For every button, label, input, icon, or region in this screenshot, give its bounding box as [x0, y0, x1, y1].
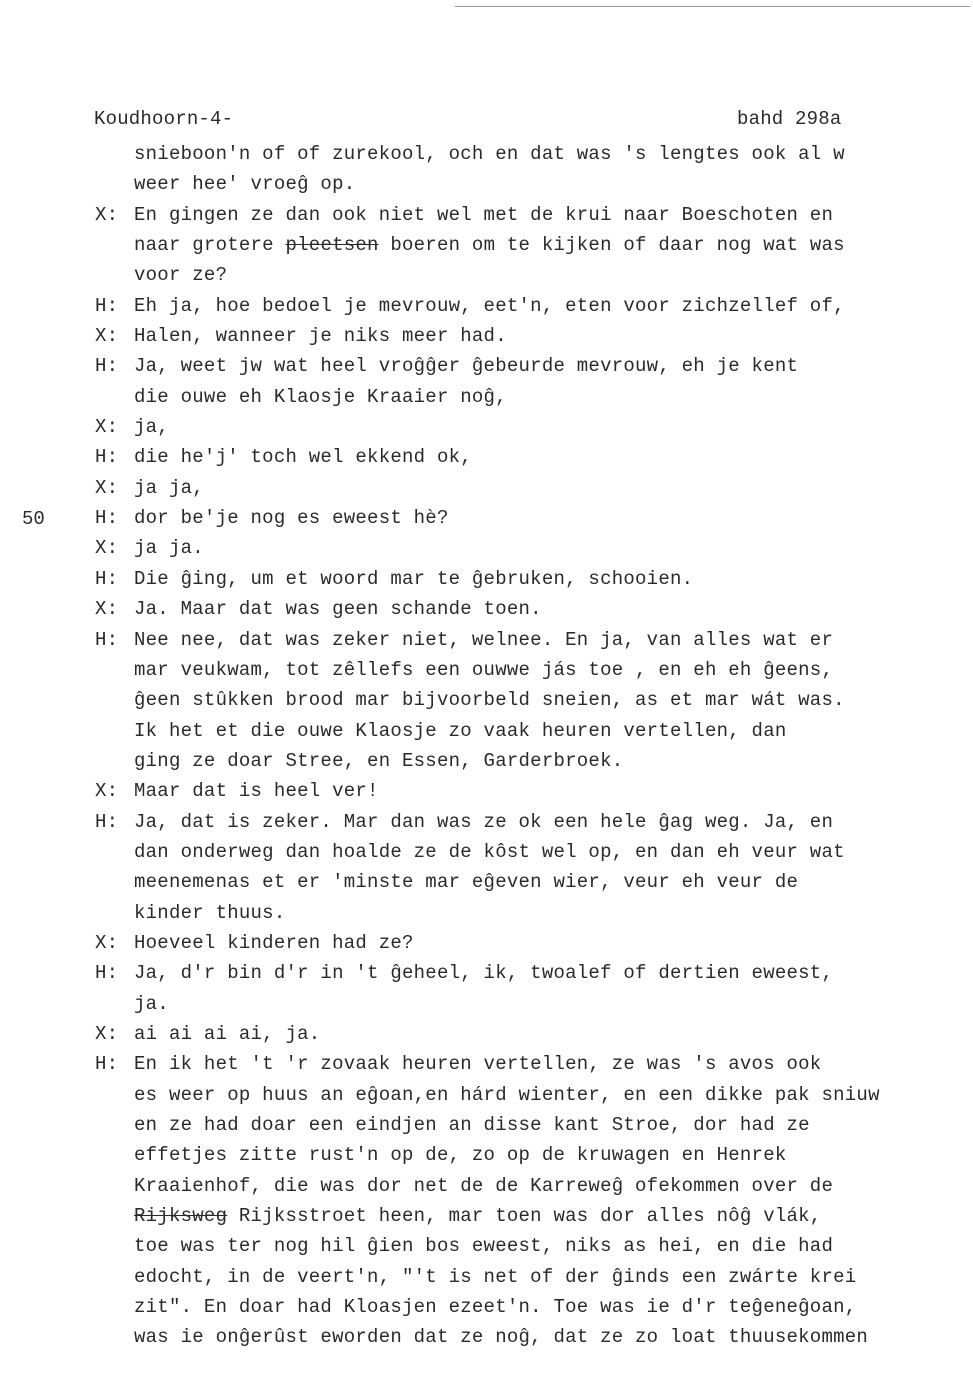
transcript-line — [0, 442, 973, 472]
speaker-label: H: — [95, 507, 119, 530]
transcript-line — [0, 200, 973, 230]
line-text-main: die he'j' toch wel ekkend ok, — [134, 446, 472, 469]
line-text-main: Ja. Maar dat was geen schande toen. — [134, 598, 542, 621]
transcript-line — [0, 594, 973, 624]
transcript-line — [0, 837, 973, 867]
line-text — [134, 412, 169, 442]
line-text-main: ja ja, — [134, 476, 204, 499]
line-text — [134, 594, 542, 624]
line-text-main: Ja, weet jw wat heel vroĝĝer ĝebeurde mevrouw, eh je kent — [134, 355, 799, 378]
line-text — [134, 1231, 833, 1261]
transcript-line — [0, 533, 973, 563]
line-text — [134, 1262, 856, 1292]
line-text — [134, 1322, 868, 1352]
transcript-line — [0, 169, 973, 199]
line-text — [134, 382, 507, 412]
line-text — [134, 1049, 821, 1079]
margin-line-number: 50 — [22, 508, 45, 530]
transcript-line — [0, 260, 973, 290]
line-text-main: toe was ter nog hil ĝien bos eweest, niks as hei, en die had — [134, 1235, 834, 1258]
line-text — [134, 442, 472, 472]
line-text — [134, 898, 285, 928]
line-text-main: dor be'je nog es eweest hè? — [134, 507, 449, 530]
page-header-tape-number: bahd 298a — [737, 108, 842, 130]
speaker-label: X: — [95, 598, 119, 621]
line-text — [134, 321, 507, 351]
speaker-label: X: — [95, 537, 119, 560]
line-text-main: effetjes zitte rust'n op de, zo op de kruwagen en Henrek — [134, 1144, 787, 1167]
transcript-line — [0, 1292, 973, 1322]
transcript-body — [0, 139, 973, 1353]
line-text-main: ja, — [134, 416, 169, 439]
line-text-main: Kraaienhof, die was dor net de de Karreweĝ ofekommen over de — [134, 1174, 834, 1197]
line-text — [134, 685, 845, 715]
line-text — [134, 564, 693, 594]
line-text-main: Eh ja, hoe bedoel je mevrouw, eet'n, eten voor zichzellef of, — [134, 294, 845, 317]
transcript-line — [0, 1019, 973, 1049]
line-text — [134, 260, 227, 290]
line-text — [134, 958, 833, 988]
line-text — [134, 746, 623, 776]
line-text — [134, 139, 845, 169]
line-text-main: Hoeveel kinderen had ze? — [134, 931, 414, 954]
line-text — [134, 230, 845, 260]
transcript-line — [0, 867, 973, 897]
transcript-line — [0, 473, 973, 503]
line-text-main: En gingen ze dan ook niet wel met de krui naar Boeschoten en — [134, 203, 834, 226]
transcript-line — [0, 503, 973, 533]
transcript-line — [0, 1171, 973, 1201]
transcript-line — [0, 230, 973, 260]
speaker-label: X: — [95, 476, 119, 499]
line-text-main: weer hee' vroeĝ op. — [134, 173, 356, 196]
line-text-main: kinder thuus. — [134, 901, 286, 924]
line-text — [134, 1110, 810, 1140]
line-text — [134, 928, 414, 958]
line-text-main: En ik het 't 'r zovaak heuren vertellen, ze was 's avos ook — [134, 1053, 822, 1076]
line-text — [134, 989, 169, 1019]
transcript-line — [0, 1231, 973, 1261]
line-text — [134, 807, 833, 837]
transcript-line — [0, 382, 973, 412]
transcript-line — [0, 412, 973, 442]
speaker-label: H: — [95, 446, 119, 469]
transcript-line — [0, 1080, 973, 1110]
line-text-main: naar grotere — [134, 234, 286, 257]
line-text — [134, 169, 355, 199]
line-text — [134, 291, 845, 321]
speaker-label: H: — [95, 810, 119, 833]
transcript-line — [0, 655, 973, 685]
speaker-label: X: — [95, 416, 119, 439]
transcript-line — [0, 321, 973, 351]
line-text-main: Nee nee, dat was zeker niet, welnee. En ja, van alles wat er — [134, 628, 834, 651]
transcript-line — [0, 989, 973, 1019]
transcript-line — [0, 291, 973, 321]
line-text — [134, 716, 787, 746]
transcript-line — [0, 898, 973, 928]
line-text-main: dan onderweg dan hoalde ze de kôst wel op, en dan eh veur wat — [134, 840, 845, 863]
speaker-label: X: — [95, 931, 119, 954]
line-text — [134, 1140, 787, 1170]
transcript-line — [0, 958, 973, 988]
line-text-continued: Rijksstroet heen, mar toen was dor alles nôĝ vlák, — [227, 1205, 822, 1228]
transcript-line — [0, 1140, 973, 1170]
line-text-main: meenemenas et er 'minste mar eĝeven wier, veur eh veur de — [134, 871, 799, 894]
line-text — [134, 533, 204, 563]
transcript-line — [0, 1110, 973, 1140]
line-text-main: ging ze doar Stree, en Essen, Garderbroek. — [134, 749, 624, 772]
line-text-main: Ja, dat is zeker. Mar dan was ze ok een hele ĝag weg. Ja, en — [134, 810, 834, 833]
transcript-line — [0, 716, 973, 746]
transcript-line — [0, 1049, 973, 1079]
line-text-main: Die ĝing, um et woord mar te ĝebruken, schooien. — [134, 567, 694, 590]
line-text — [134, 867, 798, 897]
line-text — [134, 1080, 880, 1110]
line-text-main: Ja, d'r bin d'r in 't ĝeheel, ik, twoalef of dertien eweest, — [134, 962, 834, 985]
speaker-label: H: — [95, 1053, 119, 1076]
speaker-label: X: — [95, 325, 119, 348]
transcript-line — [0, 1322, 973, 1352]
line-text-main: Halen, wanneer je niks meer had. — [134, 325, 507, 348]
speaker-label: H: — [95, 962, 119, 985]
transcript-line — [0, 1201, 973, 1231]
line-text — [134, 1201, 821, 1231]
line-text — [134, 625, 833, 655]
speaker-label: X: — [95, 1022, 119, 1045]
line-text-main: zit". En doar had Kloasjen ezeet'n. Toe was ie d'r teĝeneĝoan, — [134, 1296, 857, 1319]
line-text — [134, 776, 379, 806]
transcript-line — [0, 139, 973, 169]
line-text-continued: boeren om te kijken of daar nog wat was — [378, 234, 845, 257]
top-rule — [455, 6, 970, 7]
transcript-line — [0, 351, 973, 381]
transcript-line — [0, 685, 973, 715]
line-text — [134, 473, 204, 503]
line-text-main: snieboon'n of of zurekool, och en dat was 's lengtes ook al w — [134, 143, 845, 165]
transcript-line — [0, 928, 973, 958]
speaker-label: H: — [95, 355, 119, 378]
line-text-main: voor ze? — [134, 264, 228, 287]
transcript-line — [0, 746, 973, 776]
line-text-main: mar veukwam, tot zêllefs een ouwwe jás toe , en eh eh ĝeens, — [134, 658, 834, 681]
line-text — [134, 1019, 320, 1049]
transcript-line — [0, 807, 973, 837]
transcript-line — [0, 1262, 973, 1292]
line-text — [134, 655, 833, 685]
line-text — [134, 1292, 856, 1322]
line-text-main: Ik het et die ouwe Klaosje zo vaak heuren vertellen, dan — [134, 719, 787, 742]
line-text — [134, 503, 449, 533]
speaker-label: H: — [95, 567, 119, 590]
struck-word: Rijksweg — [134, 1205, 228, 1228]
speaker-label: X: — [95, 780, 119, 803]
speaker-label: H: — [95, 628, 119, 651]
line-text-main: edocht, in de veert'n, "'t is net of der ĝinds een zwárte krei — [134, 1265, 857, 1288]
struck-word: pleetsen — [285, 234, 379, 257]
line-text — [134, 837, 845, 867]
line-text-main: ĝeen stûkken brood mar bijvoorbeld sneien, as et mar wát was. — [134, 689, 845, 712]
line-text — [134, 351, 798, 381]
line-text-main: en ze had doar een eindjen an disse kant Stroe, dor had ze — [134, 1114, 810, 1136]
line-text — [134, 200, 833, 230]
transcript-line — [0, 625, 973, 655]
transcript-line — [0, 776, 973, 806]
line-text-main: ja. — [134, 992, 169, 1015]
line-text-main: es weer op huus an eĝoan,en hárd wienter, en een dikke pak sniuw — [134, 1083, 880, 1106]
transcript-line — [0, 564, 973, 594]
line-text-main: Maar dat is heel ver! — [134, 780, 379, 803]
speaker-label: H: — [95, 294, 119, 317]
speaker-label: X: — [95, 203, 119, 226]
line-text-main: was ie onĝerûst eworden dat ze noĝ, dat ze zo loat thuusekommen — [134, 1326, 869, 1349]
line-text-main: ai ai ai ai, ja. — [134, 1022, 321, 1045]
line-text-main: ja ja. — [134, 537, 204, 560]
line-text — [134, 1171, 833, 1201]
line-text-main: die ouwe eh Klaosje Kraaier noĝ, — [134, 385, 507, 408]
page-header-title: Koudhoorn-4- — [94, 108, 234, 130]
